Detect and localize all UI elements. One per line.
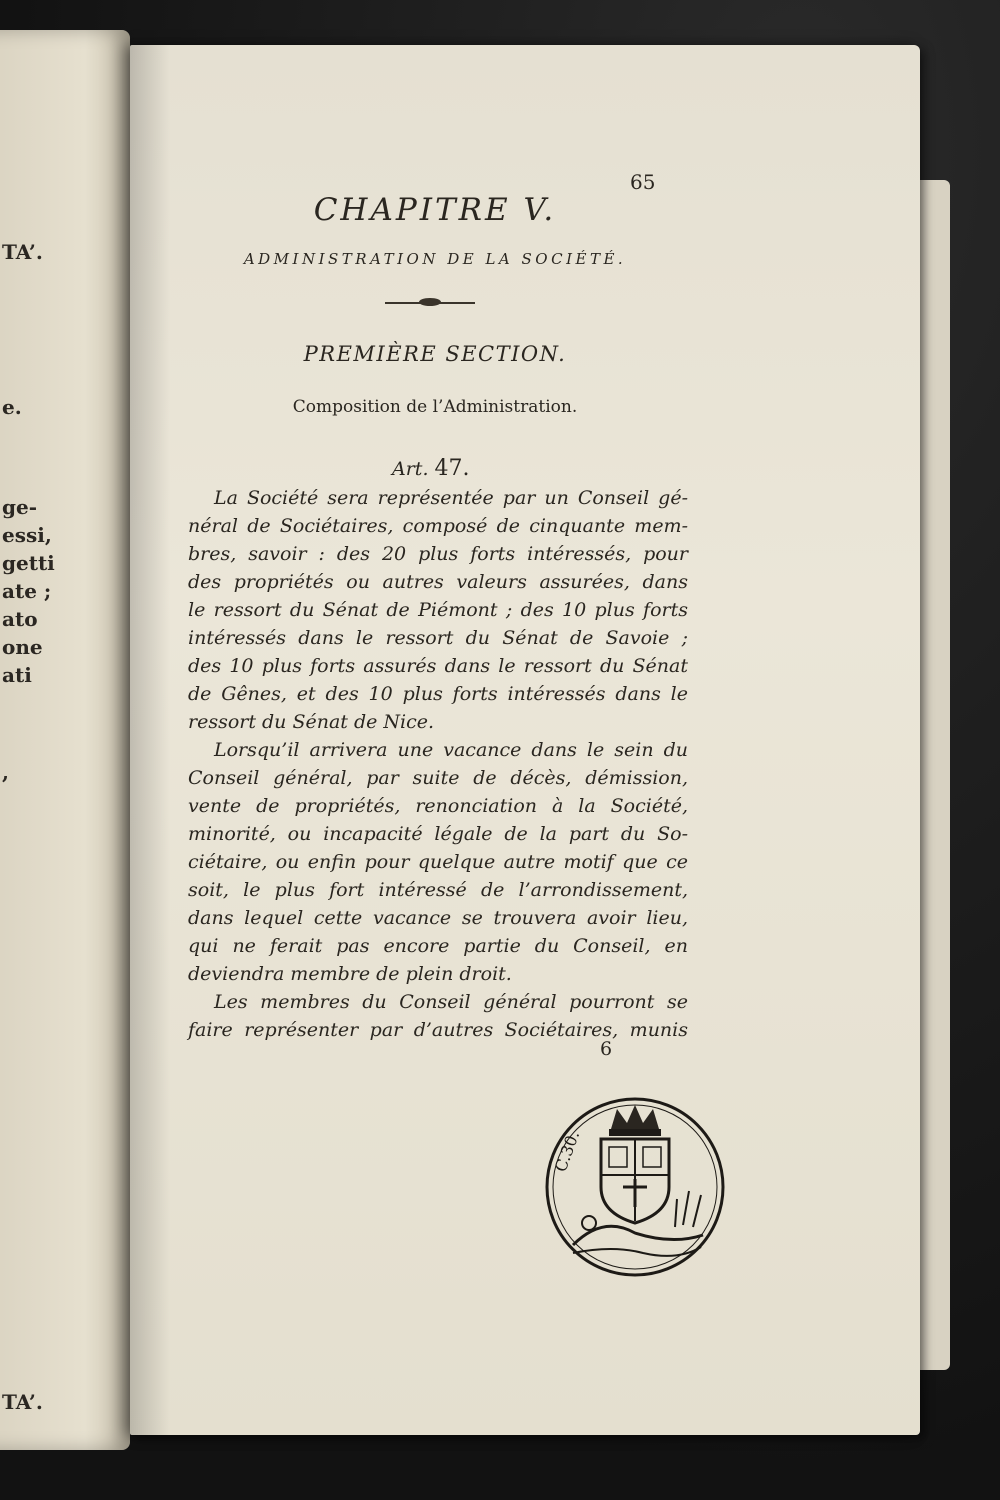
text-line: Les membres du Conseil général pourront se (214, 991, 688, 1013)
article-label: Art. (392, 458, 429, 480)
section-title: PREMIÈRE SECTION. (303, 342, 567, 366)
text-line: intéressés dans le ressort du Sénat de Savoie ; (188, 627, 688, 649)
left-page-fragment: getti (2, 551, 55, 575)
text-line: Conseil général, par suite de décès, démission, (188, 767, 688, 789)
article-number: 47. (434, 456, 470, 481)
signature-mark: 6 (600, 1038, 613, 1060)
text-line: des 10 plus forts assurés dans le ressort du Sénat (188, 655, 688, 677)
chapter-title: CHAPITRE V. (313, 192, 557, 228)
left-page-fragment: ati (2, 663, 32, 687)
text-line: ciétaire, ou enfin pour quelque autre motif que ce (188, 851, 688, 873)
text-line: le ressort du Sénat de Piémont ; des 10 plus forts (188, 599, 688, 621)
left-page-fragment: ate ; (2, 579, 52, 603)
page-number: 65 (630, 170, 656, 194)
text-line: Lorsqu’il arrivera une vacance dans le sein du (214, 739, 688, 761)
text-line: des propriétés ou autres valeurs assurées, dans (188, 571, 688, 593)
text-line: qui ne ferait pas encore partie du Conseil, en (188, 935, 688, 957)
left-page-fragment: ge- (2, 495, 38, 519)
left-page-fragment: , (2, 760, 9, 784)
section-subtitle: Composition de l’Administration. (292, 397, 578, 417)
left-page-fragment: one (2, 635, 43, 659)
left-page-fragment: TA’. (2, 1390, 43, 1414)
text-line: vente de propriétés, renonciation à la Société, (188, 795, 688, 817)
left-page-fragment: e. (2, 395, 22, 419)
ornamental-rule-center (419, 298, 441, 306)
text-line: dans lequel cette vacance se trouvera avoir lieu, (188, 907, 688, 929)
text-line: néral de Sociétaires, composé de cinquante mem- (188, 515, 688, 537)
left-page-fragment: TA’. (2, 240, 43, 264)
stamp-label: C.30. (550, 1128, 584, 1175)
text-line: de Gênes, et des 10 plus forts intéressés dans le (188, 683, 688, 705)
text-line: faire représenter par d’autres Sociétaires, munis (188, 1019, 688, 1041)
article-heading (392, 456, 470, 481)
left-page-fragment: ato (2, 607, 38, 631)
text-line: bres, savoir : des 20 plus forts intéressés, pour (188, 543, 688, 565)
text-line: soit, le plus fort intéressé de l’arrondissement, (188, 879, 688, 901)
left-page-fragment: essi, (2, 523, 52, 547)
text-line: minorité, ou incapacité légale de la part du So- (188, 823, 688, 845)
text-line: La Société sera représentée par un Conseil gé- (214, 487, 688, 509)
text-line: ressort du Sénat de Nice. (188, 711, 435, 733)
chapter-subtitle: ADMINISTRATION DE LA SOCIÉTÉ. (243, 250, 627, 268)
coat-of-arms-stamp (543, 1095, 728, 1280)
text-line: deviendra membre de plein droit. (188, 963, 512, 985)
